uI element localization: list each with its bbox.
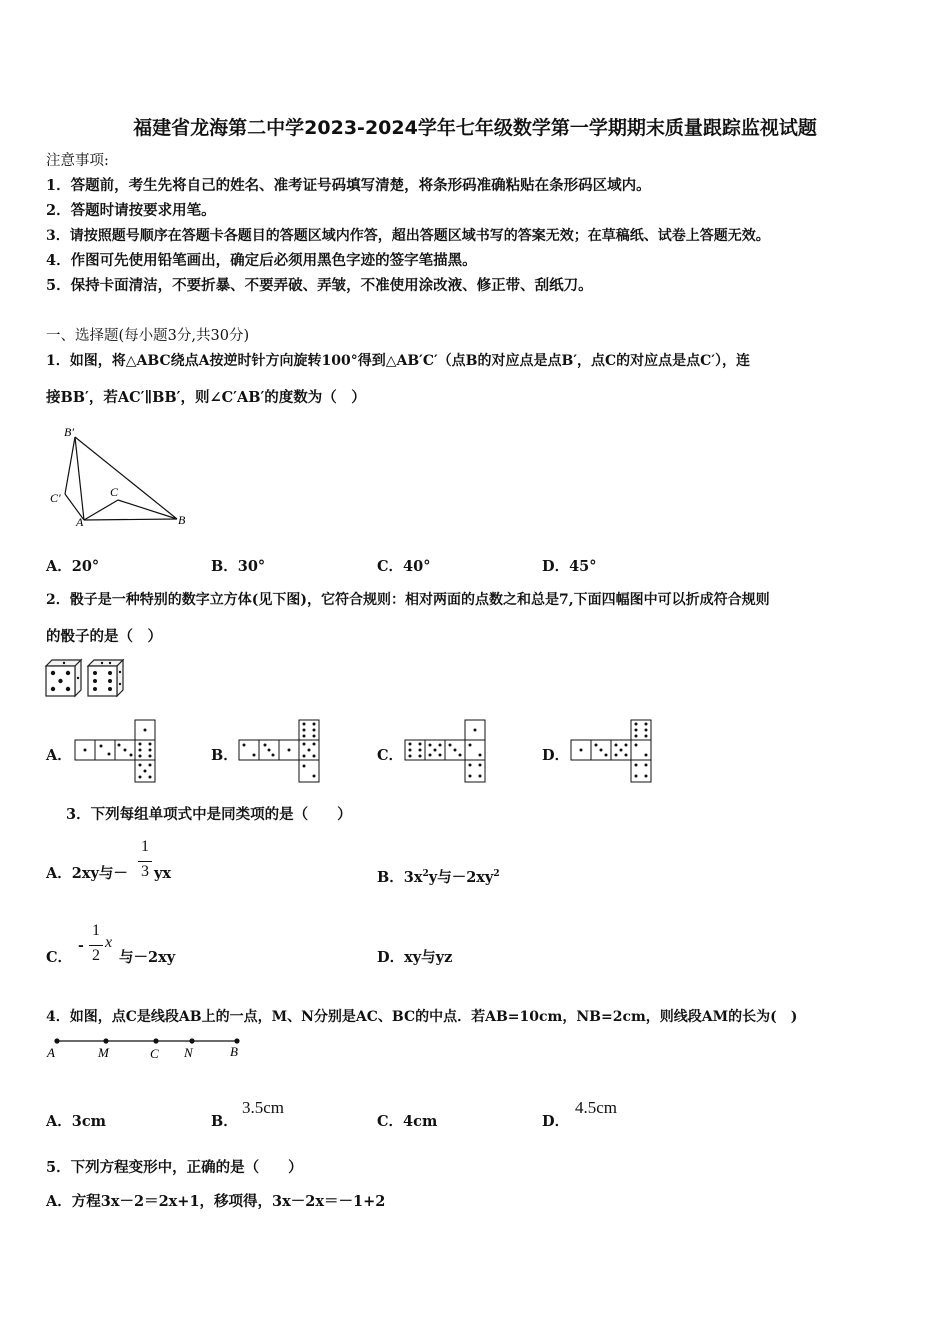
notice-item: 2．答题时请按要求用笔。 [46,202,216,219]
q4-option-b[interactable]: B． [211,1113,238,1130]
q2-option-b[interactable]: B． [211,747,238,764]
q2-net-d[interactable] [570,718,656,784]
q2-option-c[interactable]: C． [377,747,404,764]
q1-option-b[interactable]: B．30° [211,558,266,575]
q2-stem-line1: 2．骰子是一种特别的数字立方体(见下图)，它符合规则：相对两面的点数之和总是7,下面四幅图中可以折成符合规则 [46,592,770,608]
q4-stem: 4．如图，点C是线段AB上的一点，M、N分别是AC、BC的中点．若AB=10cm，NB=2cm，则线段AM的长为( ) [46,1009,798,1025]
q3-option-c-prefix[interactable]: C． [46,949,73,966]
q4-option-d[interactable]: D． [542,1113,570,1130]
q4-option-d-value: 4.5cm [575,1098,618,1117]
notice-heading: 注意事项: [46,153,109,169]
q4-option-b-value: 3.5cm [242,1098,285,1117]
point-n-label: N [184,1045,193,1060]
q3-option-a-suffix: yx [154,865,172,882]
q2-net-b[interactable] [238,718,322,784]
q3-stem: 3．下列每组单项式中是同类项的是（ ） [66,806,352,823]
label-a: A [76,515,84,529]
q3-c-minus: - [78,938,84,954]
label-b-prime: B′ [64,425,74,439]
q2-stem-line2: 的骰子的是（ ） [46,628,162,645]
page-title: 福建省龙海第二中学2023-2024学年七年级数学第一学期期末质量跟踪监视试题 [133,117,817,139]
point-m-label: M [98,1045,109,1060]
q3-c-numerator: 1 [92,922,100,939]
q3-option-d[interactable]: D．xy与yz [377,949,453,966]
point-c-label: C [150,1046,159,1061]
point-a-label: A [47,1045,55,1060]
label-b: B [178,513,186,527]
label-c-prime: C′ [50,491,61,505]
q4-option-c[interactable]: C．4cm [377,1113,438,1130]
q4-segment-figure [40,1034,250,1064]
notice-item: 4．作图可先使用铅笔画出，确定后必须用黑色字迹的签字笔描黑。 [46,252,477,269]
q3-option-a-prefix[interactable]: A．2xy与－ [46,865,128,882]
notice-item: 5．保持卡面清洁，不要折暴、不要弄破、弄皱，不准使用涂改液、修正带、刮纸刀。 [46,277,593,294]
q1-option-c[interactable]: C．40° [377,558,431,575]
q2-option-a[interactable]: A． [46,747,72,764]
q2-dice-illustration [44,658,126,698]
label-c: C [110,485,119,499]
q3-c-denominator: 2 [92,947,100,964]
q5-option-a[interactable]: A．方程3x－2＝2x+1，移项得，3x－2x＝－1+2 [46,1193,386,1210]
q3-b-part2: y与－2xy [428,868,494,886]
section-heading: 一、选择题(每小题3分,共30分) [46,328,250,344]
q3-option-b[interactable] [377,864,500,888]
notice-item: 1．答题前，考生先将自己的姓名、准考证号码填写清楚，将条形码准确粘贴在条形码区域内。 [46,177,651,194]
fraction-bar [138,861,152,862]
fraction-bar [89,945,103,946]
q4-option-a[interactable]: A．3cm [46,1113,107,1130]
q3-a-numerator: 1 [141,838,149,855]
q2-net-c[interactable] [404,718,490,784]
q3-c-variable: x [105,934,113,951]
q1-triangle-figure [44,422,204,532]
q1-option-d[interactable]: D．45° [542,558,597,575]
q3-b-sup: 2 [422,869,429,879]
q1-stem-line2: 接BB′，若AC′∥BB′，则∠C′AB′的度数为（ ） [46,389,366,406]
q1-option-a[interactable]: A．20° [46,558,100,575]
q3-b-part1: B．3x [377,868,423,886]
notice-item: 3．请按照题号顺序在答题卡各题目的答题区域内作答，超出答题区域书写的答案无效；在草稿纸、试卷上答题无效。 [46,228,770,244]
q2-net-a[interactable] [74,718,158,784]
q3-a-denominator: 3 [141,863,149,880]
q5-stem: 5．下列方程变形中，正确的是（ ） [46,1159,303,1176]
q2-option-d[interactable]: D． [542,747,570,764]
q3-b-sup2: 2 [493,869,500,879]
point-b-label: B [230,1044,238,1059]
q3-option-c-suffix: 与－2xy [119,949,176,966]
q1-stem-line1: 1．如图，将△ABC绕点A按逆时针方向旋转100°得到△AB′C′（点B的对应点是点B′，点C的对应点是点C′），连 [46,353,751,369]
